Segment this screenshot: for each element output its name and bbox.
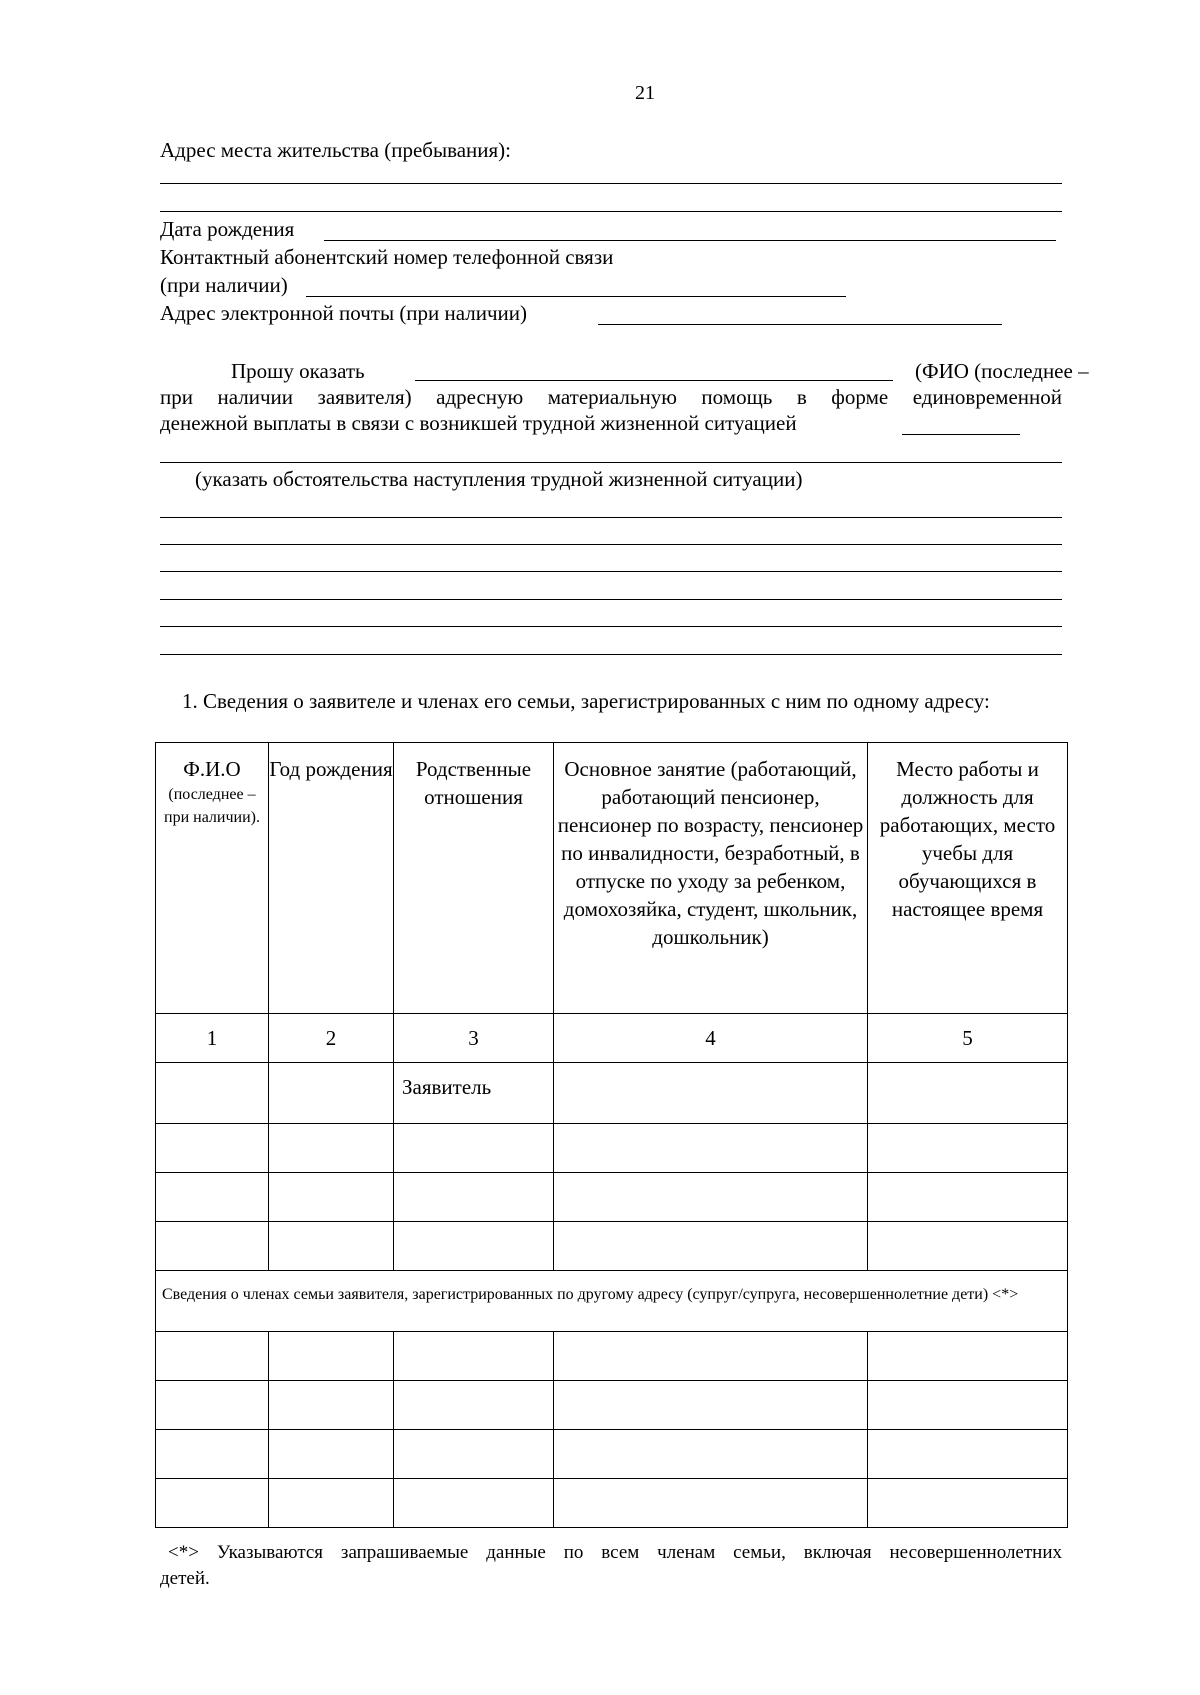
table-cell[interactable] <box>554 1479 868 1528</box>
table-row <box>156 1381 1068 1430</box>
situation-fill-line-6[interactable] <box>160 626 1062 627</box>
table-cell[interactable] <box>269 1173 394 1222</box>
header-full-name <box>156 743 269 1014</box>
header-birth-year: Год рождения <box>269 743 394 1014</box>
column-number: 3 <box>394 1014 554 1063</box>
table-cell[interactable] <box>156 1173 269 1222</box>
column-number: 1 <box>156 1014 269 1063</box>
request-text-end: (ФИО (последнее – <box>915 359 1089 383</box>
birth-date-fill-line[interactable] <box>324 240 1056 241</box>
table-cell[interactable] <box>394 1124 554 1173</box>
circumstances-hint: (указать обстоятельства наступления трудной жизненной ситуации) <box>195 467 803 491</box>
table-cell[interactable] <box>554 1381 868 1430</box>
column-number: 2 <box>269 1014 394 1063</box>
table-row <box>156 1430 1068 1479</box>
table-cell[interactable] <box>156 1222 269 1271</box>
table-cell[interactable] <box>868 1381 1068 1430</box>
table-cell[interactable] <box>554 1124 868 1173</box>
table-cell[interactable] <box>868 1124 1068 1173</box>
table-cell[interactable] <box>394 1381 554 1430</box>
table-cell[interactable] <box>269 1124 394 1173</box>
situation-fill-line-5[interactable] <box>160 599 1062 600</box>
email-fill-line[interactable] <box>598 324 1002 325</box>
table-row <box>156 1332 1068 1381</box>
phone-note: (при наличии) <box>160 273 288 297</box>
table-cell[interactable] <box>269 1222 394 1271</box>
address-fill-line-1[interactable] <box>160 183 1062 184</box>
table-cell[interactable] <box>394 1430 554 1479</box>
address-fill-line-2[interactable] <box>160 211 1062 212</box>
phone-fill-line[interactable] <box>306 296 846 297</box>
situation-fill-line-2[interactable] <box>160 517 1062 518</box>
other-address-section-row <box>156 1271 1068 1332</box>
request-text-start: Прошу оказать <box>231 359 365 383</box>
table-row <box>156 1479 1068 1528</box>
table-header-row <box>156 743 1068 1014</box>
header-full-name-note: (последнее – при наличии). <box>164 786 260 826</box>
address-label: Адрес места жительства (пребывания): <box>160 138 512 162</box>
header-full-name-main: Ф.И.О <box>183 757 241 781</box>
situation-fill-line-1[interactable] <box>160 462 1062 463</box>
table-cell[interactable] <box>868 1479 1068 1528</box>
phone-label: Контактный абонентский номер телефонной связи <box>160 245 614 269</box>
footnote-line-2: детей. <box>160 1568 210 1589</box>
family-members-table <box>155 742 1068 1528</box>
table-row <box>156 1063 1068 1124</box>
table-cell[interactable] <box>269 1063 394 1124</box>
applicant-cell: Заявитель <box>394 1063 554 1124</box>
header-workplace: Место работы и должность для работающих, место учебы для обучающихся в настоящее время <box>868 743 1068 1014</box>
table-cell[interactable] <box>868 1222 1068 1271</box>
table-cell[interactable] <box>156 1124 269 1173</box>
table-cell[interactable] <box>156 1381 269 1430</box>
header-main-occupation: Основное занятие (работающий, работающий пенсионер, пенсионер по возрасту, пенсионер по инвалидности, безработный, в отпуске по уходу за ребенком, домохозяйка, студент, школьник, дошкольник) <box>554 743 868 1014</box>
table-cell[interactable] <box>156 1430 269 1479</box>
table-cell[interactable] <box>868 1173 1068 1222</box>
table-cell[interactable] <box>868 1063 1068 1124</box>
table-cell[interactable] <box>269 1479 394 1528</box>
table-cell[interactable] <box>269 1430 394 1479</box>
table-cell[interactable] <box>868 1332 1068 1381</box>
table-cell[interactable] <box>554 1063 868 1124</box>
table-cell[interactable] <box>554 1430 868 1479</box>
header-relationship: Родственные отношения <box>394 743 554 1014</box>
table-cell[interactable] <box>554 1332 868 1381</box>
request-text-line3: денежной выплаты в связи с возникшей трудной жизненной ситуацией <box>160 411 797 435</box>
page-number: 21 <box>635 82 655 104</box>
table-row <box>156 1124 1068 1173</box>
situation-fill-line-7[interactable] <box>160 654 1062 655</box>
other-address-note: Сведения о членах семьи заявителя, зарегистрированных по другому адресу (супруг/супруга, несовершеннолетние дети) <*> <box>156 1271 1068 1332</box>
situation-fill-line-4[interactable] <box>160 571 1062 572</box>
column-number: 5 <box>868 1014 1068 1063</box>
table-cell[interactable] <box>394 1479 554 1528</box>
footnote-line-1: <*> Указываются запрашиваемые данные по всем членам семьи, включая несовершеннолетних <box>168 1542 1062 1563</box>
applicant-name-fill-line[interactable] <box>415 380 893 381</box>
table-row <box>156 1173 1068 1222</box>
situation-fill-line-3[interactable] <box>160 544 1062 545</box>
table-cell[interactable] <box>394 1332 554 1381</box>
table-row <box>156 1222 1068 1271</box>
birth-date-label: Дата рождения <box>160 217 295 241</box>
table-cell[interactable] <box>554 1222 868 1271</box>
table-cell[interactable] <box>156 1479 269 1528</box>
table-cell[interactable] <box>394 1173 554 1222</box>
section-title: 1. Сведения о заявителе и членах его семьи, зарегистрированных с ним по одному адресу: <box>182 689 990 713</box>
table-cell[interactable] <box>394 1222 554 1271</box>
table-cell[interactable] <box>868 1430 1068 1479</box>
table-cell[interactable] <box>269 1332 394 1381</box>
column-numbers-row <box>156 1014 1068 1063</box>
column-number: 4 <box>554 1014 868 1063</box>
table-cell[interactable] <box>156 1063 269 1124</box>
table-cell[interactable] <box>269 1381 394 1430</box>
email-label: Адрес электронной почты (при наличии) <box>160 301 528 325</box>
table-cell[interactable] <box>156 1332 269 1381</box>
table-cell[interactable] <box>554 1173 868 1222</box>
request-text-line2: при наличии заявителя) адресную материальную помощь в форме единовременной <box>160 385 1062 409</box>
situation-fill-line-short[interactable] <box>902 434 1020 435</box>
